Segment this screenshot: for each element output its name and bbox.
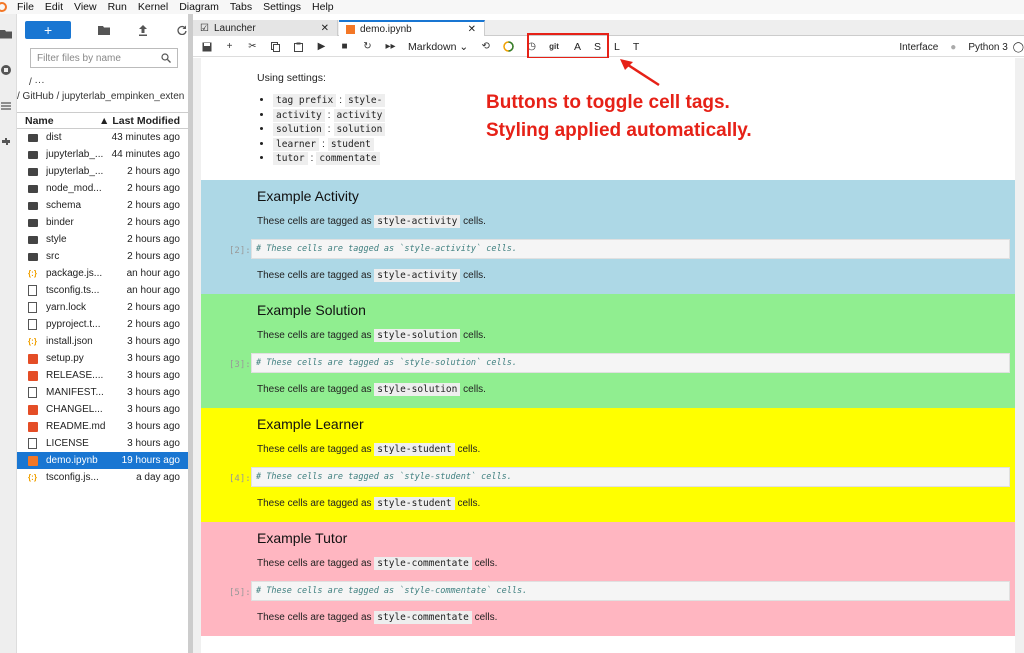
menu-settings[interactable]: Settings [263,1,302,13]
file-name: jupyterlab_... [46,149,104,160]
setting-key: activity [273,109,325,122]
file-row[interactable] [17,197,188,214]
setting-item [273,94,385,106]
file-row[interactable] [17,146,188,163]
file-modified: 3 hours ago [127,438,180,449]
text-prefix: These cells are tagged as [257,216,372,227]
file-name: node_mod... [46,183,102,194]
text-suffix: cells. [474,558,498,569]
text-prefix: These cells are tagged as [257,444,372,455]
section-text [257,612,497,623]
styled-section [201,522,1015,636]
close-icon[interactable]: ✕ [320,22,329,34]
file-modified: an hour ago [126,285,180,296]
file-modified: 2 hours ago [127,302,180,313]
notebook-tab-icon [346,25,355,34]
extension-icon[interactable] [0,136,12,148]
section-text [257,384,486,395]
text-prefix: These cells are tagged as [257,612,372,623]
markdown-file-icon [27,354,38,364]
text-prefix: These cells are tagged as [257,384,372,395]
file-icon [27,303,38,313]
text-suffix: cells. [474,612,498,623]
file-name: README.md [46,421,106,432]
text-prefix: These cells are tagged as [257,270,372,281]
section-heading: Example Tutor [257,530,348,546]
text-suffix: cells. [457,498,481,509]
menu-help[interactable]: Help [312,1,334,13]
restart-run-all-icon[interactable]: ▸▸ [385,41,396,52]
menu-kernel[interactable]: Kernel [137,1,169,13]
search-icon [161,53,171,63]
file-name: demo.ipynb [46,455,98,466]
tab-demo-notebook[interactable] [339,20,485,36]
tag-activity-button[interactable]: A [573,40,581,53]
text-prefix: These cells are tagged as [257,330,372,341]
kernel-indicator-icon: ◯ [1012,41,1024,53]
launcher-tab-icon: ☑ [200,22,209,34]
file-row[interactable] [17,214,188,231]
save-icon[interactable] [201,41,212,53]
section-text [257,270,486,281]
cell-prompt: [4]: [229,474,251,484]
file-row[interactable] [17,299,188,316]
new-launcher-button[interactable]: + [25,21,71,39]
code-text: # These cells are tagged as `style-commentate` cells. [256,586,528,596]
restart-icon[interactable]: ↻ [363,41,372,52]
file-row[interactable] [17,350,188,367]
file-name: binder [46,217,74,228]
file-modified: 2 hours ago [127,251,180,262]
tag-code: style-commentate [374,611,472,624]
file-modified: 3 hours ago [127,353,180,364]
setting-item [273,123,385,135]
setting-separator: : [336,94,345,106]
setting-separator: : [319,137,328,150]
code-cell-input[interactable] [251,239,1010,259]
tab-launcher-label: Launcher [213,22,256,34]
code-cell-input[interactable] [251,581,1010,601]
jupyter-logo-icon [0,2,7,12]
file-list-header [17,112,188,129]
file-modified: 2 hours ago [127,166,180,177]
folder-icon [27,167,38,177]
styled-section [201,408,1015,522]
section-text [257,444,480,455]
tag-code: style-student [374,443,454,456]
setting-value: student [328,138,374,151]
tag-code: style-solution [374,383,460,396]
file-name: MANIFEST... [46,387,104,398]
filter-placeholder: Filter files by name [37,52,121,64]
running-icon[interactable] [0,64,12,76]
section-text [257,558,497,569]
column-modified-header[interactable]: ▲ Last Modified [99,114,180,127]
json-file-icon: {:} [28,269,37,278]
file-modified: 44 minutes ago [111,149,180,160]
filter-files-input[interactable] [30,48,178,68]
file-modified: 2 hours ago [127,183,180,194]
code-text: # These cells are tagged as `style-student` cells. [256,472,512,482]
section-text [257,216,486,227]
file-name: style [46,234,67,245]
folder-icon[interactable] [0,28,12,40]
menu-edit[interactable]: Edit [44,1,64,13]
file-row[interactable] [17,469,188,486]
kernel-status-icon [503,41,514,53]
cut-icon[interactable]: ✂ [248,41,257,52]
styled-section [201,180,1015,294]
setting-value: activity [334,109,386,122]
file-modified: 3 hours ago [127,404,180,415]
breadcrumb-path[interactable]: / GitHub / jupyterlab_empinken_exten [17,91,185,102]
section-text [257,498,480,509]
cell-type-select[interactable]: Markdown ⌄ [408,40,469,53]
file-modified: 3 hours ago [127,421,180,432]
file-name: jupyterlab_... [46,166,104,177]
file-name: src [46,251,60,262]
annotation-line-1: Buttons to toggle cell tags. [486,92,730,113]
refresh-icon[interactable] [175,23,188,37]
clock-icon[interactable]: ◷ [527,41,537,52]
tag-solution-button[interactable]: S [593,40,601,53]
code-cell-input[interactable] [251,467,1010,487]
file-name: CHANGEL... [46,404,103,415]
tag-code: style-student [374,497,454,510]
annotation-arrow-icon [611,58,671,87]
tag-buttons-highlight [527,33,609,59]
file-name: package.js... [46,268,103,279]
setting-separator: : [324,123,334,135]
tag-learner-button[interactable]: L [613,40,620,53]
setting-item [273,152,385,164]
setting-key: learner [273,138,319,151]
file-row[interactable] [17,163,188,180]
setting-key: tutor [273,152,308,165]
setting-key: solution [273,123,325,136]
code-cell-input[interactable] [251,353,1010,373]
close-icon[interactable]: ✕ [467,23,476,35]
file-name: setup.py [46,353,84,364]
new-folder-icon[interactable] [97,23,110,37]
menu-diagram[interactable]: Diagram [179,1,219,13]
setting-value: commentate [316,152,379,165]
settings-title: Using settings: [257,72,326,84]
file-row[interactable] [17,231,188,248]
menu-tabs[interactable]: Tabs [229,1,253,13]
setting-key: tag prefix [273,94,336,107]
text-suffix: cells. [463,216,486,227]
file-name: install.json [46,336,93,347]
menu-file[interactable]: File [17,1,34,13]
tab-launcher[interactable] [193,20,338,36]
setting-item [273,109,385,121]
file-name: schema [46,200,82,211]
copy-icon[interactable] [270,41,281,53]
file-modified: 3 hours ago [127,336,180,347]
cell-prompt: [2]: [229,246,251,256]
tab-demo-label: demo.ipynb [360,23,412,35]
diagram-icon[interactable]: ⟲ [481,41,490,52]
file-name: LICENSE [46,438,89,449]
breadcrumb-root[interactable]: / ··· [29,77,45,88]
code-text: # These cells are tagged as `style-solution` cells. [256,358,517,368]
file-modified: 2 hours ago [127,200,180,211]
folder-icon [27,235,38,245]
tag-code: style-solution [374,329,460,342]
file-icon [27,286,38,296]
file-row[interactable] [17,418,188,435]
styled-section [201,294,1015,408]
file-name: tsconfig.js... [46,472,99,483]
file-row[interactable] [17,452,188,469]
file-row[interactable] [17,435,188,452]
upload-icon[interactable] [136,23,149,37]
setting-separator: : [307,152,317,164]
notebook-file-icon [27,456,38,466]
folder-icon [27,150,38,160]
setting-item [273,138,385,150]
cell-prompt: [5]: [229,588,251,598]
json-file-icon: {:} [28,473,37,482]
file-row[interactable] [17,401,188,418]
file-row[interactable] [17,367,188,384]
folder-icon [27,201,38,211]
interface-dot-icon: ● [950,41,957,53]
column-modified-label: Last Modified [112,114,180,127]
file-modified: 19 hours ago [121,455,180,466]
text-suffix: cells. [457,444,481,455]
folder-icon [27,133,38,143]
markdown-file-icon [27,405,38,415]
run-icon[interactable]: ▶ [317,41,326,52]
activity-bar [0,14,17,653]
file-modified: 3 hours ago [127,370,180,381]
file-row[interactable] [17,129,188,146]
tag-code: style-commentate [374,557,472,570]
toc-icon[interactable] [0,100,12,112]
file-name: RELEASE.... [46,370,104,381]
section-heading: Example Solution [257,302,366,318]
notebook-content [201,58,1015,653]
code-text: # These cells are tagged as `style-activity` cells. [256,244,517,254]
file-row[interactable] [17,265,188,282]
file-icon [27,320,38,330]
text-prefix: These cells are tagged as [257,558,372,569]
file-name: dist [46,132,62,143]
file-list [17,129,188,486]
git-button[interactable]: git [549,42,559,51]
file-modified: 2 hours ago [127,234,180,245]
column-name-header[interactable]: Name [25,114,54,127]
file-modified: 3 hours ago [127,387,180,398]
file-modified: 43 minutes ago [111,132,180,143]
file-name: yarn.lock [46,302,87,313]
section-heading: Example Learner [257,416,364,432]
tag-code: style-activity [374,269,460,282]
text-suffix: cells. [463,384,486,395]
section-heading: Example Activity [257,188,359,204]
file-browser-toolbar [17,14,188,46]
file-browser [17,14,189,653]
notebook-panel [193,58,1024,653]
tag-tutor-button[interactable]: T [632,40,640,53]
file-modified: a day ago [136,472,180,483]
menu-run[interactable]: Run [107,1,127,13]
file-row[interactable] [17,282,188,299]
folder-icon [27,252,38,262]
folder-icon [27,218,38,228]
file-row[interactable] [17,248,188,265]
file-icon [27,388,38,398]
json-file-icon: {:} [28,337,37,346]
section-text [257,330,486,341]
file-modified: 2 hours ago [127,217,180,228]
setting-value: solution [334,123,386,136]
cell-type-value: Markdown [408,40,457,53]
text-prefix: These cells are tagged as [257,498,372,509]
kernel-info [899,37,1024,57]
file-name: pyproject.t... [46,319,101,330]
file-row[interactable] [17,384,188,401]
cell-prompt: [3]: [229,360,251,370]
text-suffix: cells. [463,270,486,281]
file-icon [27,439,38,449]
markdown-file-icon [27,422,38,432]
file-modified: an hour ago [126,268,180,279]
text-suffix: cells. [463,330,486,341]
file-name: tsconfig.ts... [46,285,100,296]
paste-icon[interactable] [293,41,304,53]
stop-icon[interactable]: ■ [341,41,348,52]
file-row[interactable] [17,333,188,350]
folder-icon [27,184,38,194]
setting-value: style- [345,94,385,107]
setting-separator: : [324,108,334,121]
settings-markdown-cell [257,72,385,167]
interface-switcher[interactable]: Interface [899,41,939,53]
markdown-file-icon [27,371,38,381]
menu-view[interactable]: View [74,1,97,13]
file-modified: 2 hours ago [127,319,180,330]
menubar [0,0,1024,14]
kernel-name[interactable]: Python 3 [968,41,1008,53]
insert-cell-icon[interactable]: + [226,41,233,52]
annotation-line-2: Styling applied automatically. [486,120,752,141]
tag-code: style-activity [374,215,460,228]
file-row[interactable] [17,316,188,333]
settings-list [257,94,385,164]
file-row[interactable] [17,180,188,197]
